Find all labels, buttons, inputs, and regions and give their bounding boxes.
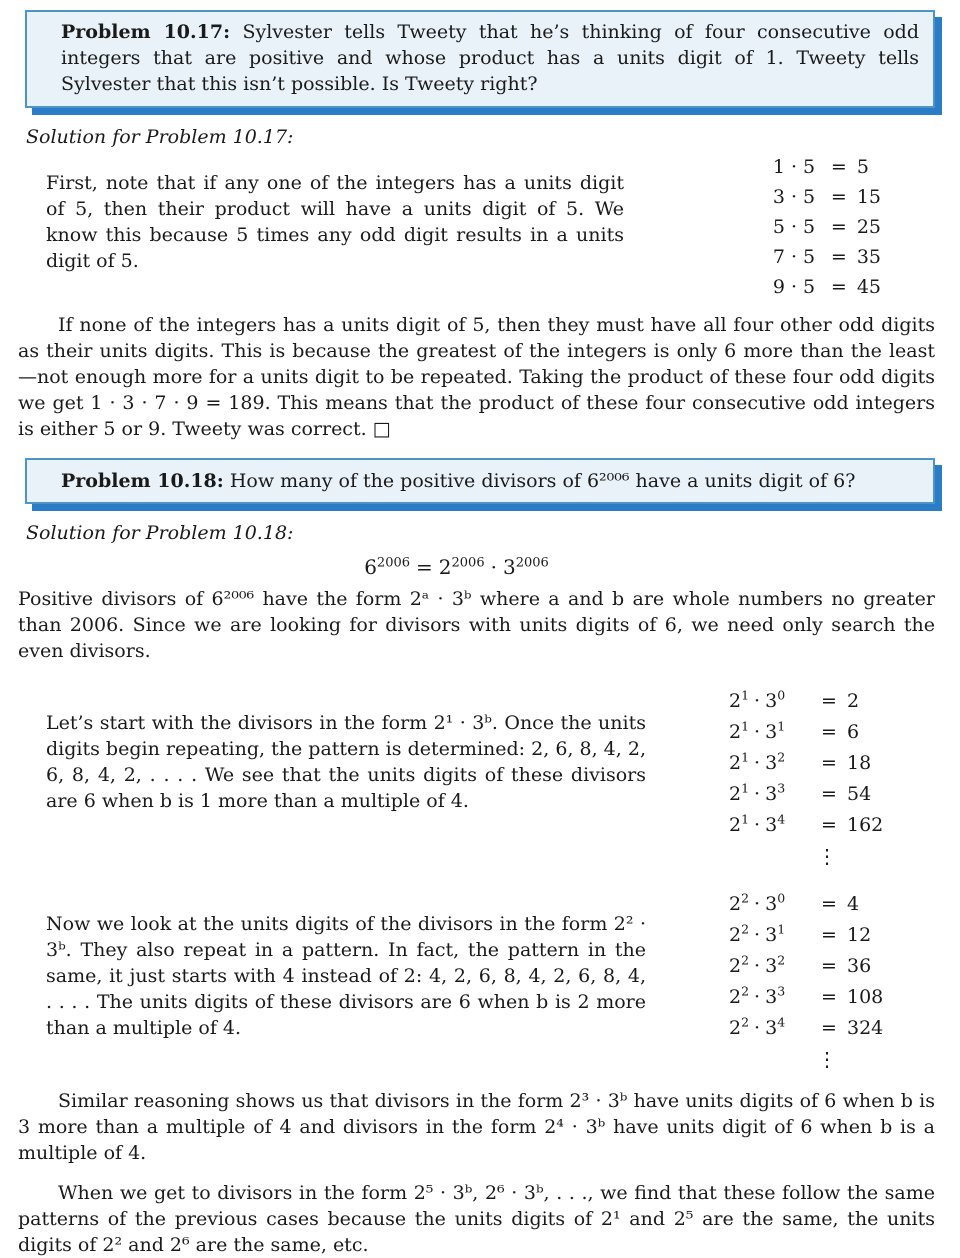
body-paragraph-units-digit-5: First, note that if any one of the integers has a units digit of 5, then their product will have a units digit of 5. We know this because 5 times any odd digit results in a units digit of 5. xyxy=(46,172,624,272)
base: 3 xyxy=(765,924,778,946)
multiplication-dot: · xyxy=(754,924,761,946)
table-lhs xyxy=(729,891,811,917)
table-lhs: 3 · 5 xyxy=(772,186,816,208)
equals-sign: = xyxy=(821,814,837,836)
body-paragraph-2-5-2-6: When we get to divisors in the form 2⁵ · 3ᵇ, 2⁶ · 3ᵇ, . . ., we find that these follow the same patterns of the previous cases because the units digits of 2¹ and 2⁵ are the same, the units digits of 2² and 2⁶ are the same, etc. xyxy=(18,1182,935,1256)
table-value: 2 xyxy=(847,690,860,712)
base: 3 xyxy=(765,752,778,774)
base: 3 xyxy=(765,1017,778,1039)
table-row xyxy=(729,891,907,922)
base: 3 xyxy=(765,783,778,805)
exponent: 2006 xyxy=(515,555,549,571)
table-lhs xyxy=(729,781,811,807)
problem-statement-10-18 xyxy=(61,468,919,494)
equals-sign: = xyxy=(830,216,847,238)
table-row xyxy=(729,781,907,812)
exponent: 2 xyxy=(741,1014,750,1030)
table-value: 108 xyxy=(847,986,884,1008)
table-lhs: 1 · 5 xyxy=(772,156,816,178)
problem-label-10-18: Problem 10.18: xyxy=(61,470,224,492)
table-lhs xyxy=(729,953,811,979)
equals-sign: = xyxy=(821,690,837,712)
table-value: 6 xyxy=(847,721,860,743)
base: 2 xyxy=(729,783,742,805)
body-paragraph-conclusion-10-17: If none of the integers has a units digit of 5, then they must have all four other odd digits as their units digits. This is because the greatest of the integers is only 6 more than the least—not enough more for a units digit to be repeated. Taking the product of these four odd digits we get 1 · 3 · 7 · 9 = 189. This means that the product of these four consecutive odd integers is either 5 or 9. Tweety was correct. □ xyxy=(18,314,935,440)
divisors-2-2-table-wrap xyxy=(729,891,907,1072)
vertical-ellipsis: ⋮ xyxy=(817,844,837,868)
equals-sign: = xyxy=(821,721,837,743)
table-row xyxy=(729,953,907,984)
base: 2 xyxy=(729,721,742,743)
table-row xyxy=(773,154,881,184)
multiplication-dot: · xyxy=(490,555,497,579)
table-lhs: 9 · 5 xyxy=(772,276,816,298)
table-value: 36 xyxy=(847,955,872,977)
table-row xyxy=(773,214,881,244)
problem-text-10-17: Sylvester tells Tweety that he’s thinking of four consecutive odd integers that are positive and whose product has a units digit of 1. Tweety tells Sylvester that this isn’t possible. Is Tweety right? xyxy=(61,21,920,95)
base: 3 xyxy=(502,555,516,579)
base: 2 xyxy=(729,986,742,1008)
equals-sign: = xyxy=(830,276,847,298)
exponent: 4 xyxy=(777,1014,786,1030)
table-value: 5 xyxy=(856,156,869,178)
equals-sign: = xyxy=(821,1017,837,1039)
exponent: 2 xyxy=(741,921,750,937)
multiplication-dot: · xyxy=(754,752,761,774)
base: 3 xyxy=(765,955,778,977)
table-value: 162 xyxy=(847,814,884,836)
products-of-5-table xyxy=(773,154,881,304)
solution-heading-10-18: Solution for Problem 10.18: xyxy=(26,522,294,544)
exponent: 1 xyxy=(741,718,750,734)
equation-6-2006-factorization xyxy=(18,554,895,580)
multiplication-dot: · xyxy=(754,893,761,915)
equals-sign: = xyxy=(821,986,837,1008)
table-row xyxy=(773,274,881,304)
equation-term xyxy=(503,555,549,579)
table-value: 25 xyxy=(856,216,881,238)
table-lhs xyxy=(729,688,811,714)
equals-sign: = xyxy=(830,156,847,178)
exponent: 3 xyxy=(777,983,786,999)
base: 2 xyxy=(729,955,742,977)
exponent: 2 xyxy=(777,749,786,765)
equals-sign: = xyxy=(821,783,837,805)
table-lhs xyxy=(729,1015,811,1041)
table-row xyxy=(729,812,907,843)
table-value: 18 xyxy=(847,752,872,774)
exponent: 4 xyxy=(777,811,786,827)
table-lhs: 5 · 5 xyxy=(772,216,816,238)
table-row xyxy=(773,244,881,274)
body-paragraph-divisor-form: Positive divisors of 6²⁰⁰⁶ have the form 2ᵃ · 3ᵇ where a and b are whole numbers no greater than 2006. Since we are looking for divisors with units digits of 6, we need only search the even divisors. xyxy=(18,588,935,662)
multiplication-dot: · xyxy=(754,955,761,977)
base: 3 xyxy=(765,893,778,915)
table-lhs: 7 · 5 xyxy=(772,246,816,268)
base: 6 xyxy=(364,555,377,579)
base: 2 xyxy=(438,555,452,579)
exponent: 2 xyxy=(777,952,786,968)
exponent: 1 xyxy=(777,921,786,937)
table-row xyxy=(729,688,907,719)
base: 3 xyxy=(765,986,778,1008)
exponent: 1 xyxy=(741,811,750,827)
exponent: 0 xyxy=(777,890,786,906)
equation-term xyxy=(439,555,485,579)
table-lhs xyxy=(729,719,811,745)
solution-10-17-block xyxy=(18,154,935,304)
table-value: 45 xyxy=(856,276,881,298)
table-value: 15 xyxy=(856,186,881,208)
base: 3 xyxy=(765,814,778,836)
exponent: 2 xyxy=(741,983,750,999)
base: 2 xyxy=(729,924,742,946)
base: 2 xyxy=(729,690,742,712)
divisors-2-2-block xyxy=(18,891,935,1072)
table-value: 35 xyxy=(856,246,881,268)
base: 2 xyxy=(729,752,742,774)
base: 2 xyxy=(729,814,742,836)
multiplication-dot: · xyxy=(754,783,761,805)
problem-statement-10-17 xyxy=(61,19,919,97)
multiplication-dot: · xyxy=(754,690,761,712)
multiplication-dot: · xyxy=(754,814,761,836)
equation-term xyxy=(364,555,410,579)
table-lhs xyxy=(729,984,811,1010)
table-row xyxy=(729,922,907,953)
table-lhs xyxy=(729,922,811,948)
table-lhs xyxy=(729,812,811,838)
problem-label-10-17: Problem 10.17: xyxy=(61,21,231,43)
equals-sign: = xyxy=(416,555,433,579)
exponent: 1 xyxy=(777,718,786,734)
equals-sign: = xyxy=(821,752,837,774)
equals-sign: = xyxy=(821,955,837,977)
exponent: 1 xyxy=(741,749,750,765)
exponent: 2 xyxy=(741,952,750,968)
body-paragraph-2-1-pattern: Let’s start with the divisors in the form 2¹ · 3ᵇ. Once the units digits begin repeating, the pattern is determined: 2, 6, 8, 4, 2, 6, 8, 4, 2, . . . . We see that the units digits of these divisors are 6 when b is 1 more than a multiple of 4. xyxy=(46,712,646,812)
equals-sign: = xyxy=(830,186,847,208)
table-row xyxy=(773,184,881,214)
divisors-2-1-block xyxy=(18,688,935,869)
divisors-2-2-table xyxy=(729,891,907,1046)
equals-sign: = xyxy=(821,893,837,915)
exponent: 1 xyxy=(741,687,750,703)
base: 3 xyxy=(765,721,778,743)
base: 2 xyxy=(729,1017,742,1039)
problem-box-10-17 xyxy=(25,10,935,108)
base: 3 xyxy=(765,690,778,712)
problem-box-10-18 xyxy=(25,458,935,504)
table-row xyxy=(729,719,907,750)
equals-sign: = xyxy=(830,246,847,268)
multiplication-dot: · xyxy=(754,721,761,743)
table-row xyxy=(729,750,907,781)
exponent: 2006 xyxy=(451,555,485,571)
problem-text-10-18: How many of the positive divisors of 6²⁰⁰⁶ have a units digit of 6? xyxy=(229,470,856,492)
body-paragraph-2-2-pattern: Now we look at the units digits of the divisors in the form 2² · 3ᵇ. They also repeat in a pattern. In fact, the pattern in the same, it just starts with 4 instead of 2: 4, 2, 6, 8, 4, 2, 6, 8, 4, . . . . The units digits of these divisors are 6 when b is 2 more than a multiple of 4. xyxy=(46,913,646,1039)
table-row xyxy=(729,1015,907,1046)
exponent: 2006 xyxy=(376,555,411,571)
multiplication-dot: · xyxy=(754,1017,761,1039)
table-value: 4 xyxy=(847,893,860,915)
exponent: 2 xyxy=(741,890,750,906)
table-value: 12 xyxy=(847,924,872,946)
exponent: 3 xyxy=(777,780,786,796)
multiplication-dot: · xyxy=(754,986,761,1008)
solution-heading-10-17: Solution for Problem 10.17: xyxy=(26,126,294,148)
equals-sign: = xyxy=(821,924,837,946)
body-paragraph-2-3-2-4: Similar reasoning shows us that divisors in the form 2³ · 3ᵇ have units digits of 6 when b is 3 more than a multiple of 4 and divisors in the form 2⁴ · 3ᵇ have units digit of 6 when b is a multiple of 4. xyxy=(18,1090,935,1164)
divisors-2-1-table-wrap xyxy=(729,688,907,869)
table-value: 54 xyxy=(847,783,872,805)
divisors-2-1-table xyxy=(729,688,907,843)
base: 2 xyxy=(729,893,742,915)
exponent: 0 xyxy=(777,687,786,703)
table-lhs xyxy=(729,750,811,776)
table-row xyxy=(729,984,907,1015)
table-value: 324 xyxy=(847,1017,884,1039)
vertical-ellipsis: ⋮ xyxy=(817,1047,837,1071)
exponent: 1 xyxy=(741,780,750,796)
